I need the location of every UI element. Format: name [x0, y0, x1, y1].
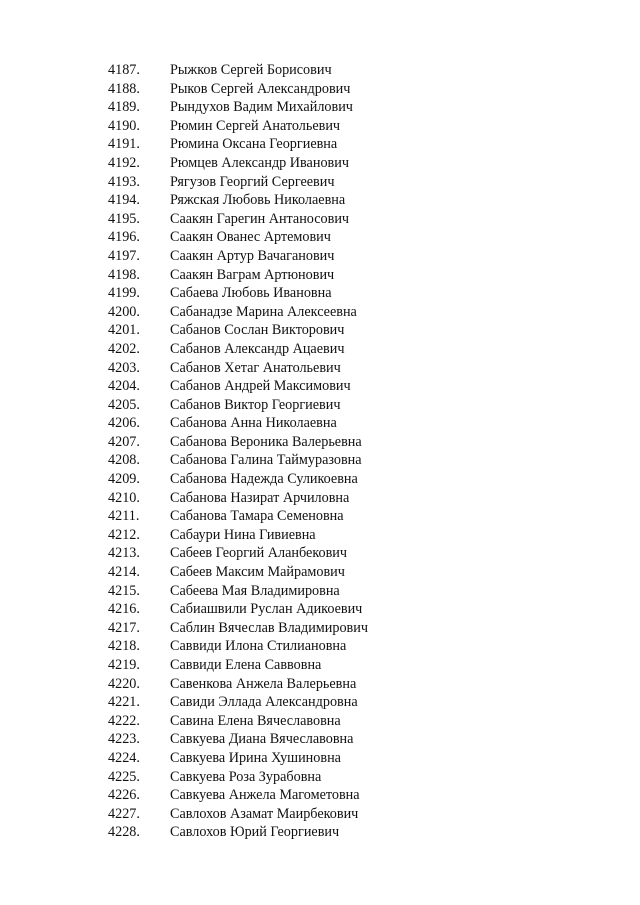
entry-name: Рыжков Сергей Борисович [170, 62, 332, 78]
list-item [0, 619, 640, 638]
entry-name: Сабанова Надежда Суликоевна [170, 471, 358, 488]
list-item [0, 749, 640, 768]
entry-name: Саакян Гарегин Антаносович [170, 210, 350, 227]
entry-number: 4196. [108, 229, 140, 246]
entry-name: Савина Елена Вячеславовна [170, 712, 341, 729]
entry-name: Саакян Артур Вачаганович [170, 247, 335, 264]
entry-name: Сабанов Александр Ацаевич [170, 340, 345, 357]
entry-name: Сабанов Виктор Георгиевич [170, 396, 341, 413]
entry-number: 4197. [108, 247, 140, 264]
entry-number: 4189. [108, 99, 140, 116]
entry-name: Рындухов Вадим Михайлович [170, 99, 353, 116]
entry-name: Саблин Вячеслав Владимирович [170, 619, 368, 636]
entry-number: 4221. [108, 694, 140, 711]
entry-name: Савлохов Азамат Маирбекович [170, 805, 359, 822]
list-item [0, 359, 640, 378]
entry-number: 4200. [108, 303, 140, 320]
entry-name: Сабаури Нина Гивиевна [170, 526, 316, 543]
list-item [0, 377, 640, 396]
entry-number: 4203. [108, 359, 140, 376]
entry-name: Савиди Эллада Александровна [170, 694, 358, 711]
entry-name: Рюмина Оксана Георгиевна [170, 136, 338, 153]
list-item [0, 117, 640, 136]
list-item [0, 98, 640, 117]
entry-name: Савкуева Ирина Хушиновна [170, 749, 341, 766]
entry-number: 4208. [108, 452, 140, 469]
entry-number: 4193. [108, 173, 140, 190]
list-item [0, 582, 640, 601]
entry-number: 4205. [108, 396, 140, 413]
list-item [0, 600, 640, 619]
entry-name: Рюмин Сергей Анатольевич [170, 117, 341, 134]
entry-name: Ряжская Любовь Николаевна [170, 192, 346, 209]
entry-name: Саввиди Илона Стилиановна [170, 638, 347, 655]
list-item [0, 173, 640, 192]
entry-number: 4215. [108, 582, 140, 599]
entry-number: 4218. [108, 638, 140, 655]
entry-name: Сабанова Вероника Валерьевна [170, 433, 362, 450]
entry-name: Сабаева Любовь Ивановна [170, 285, 332, 302]
list-item [0, 786, 640, 805]
list-item [0, 730, 640, 749]
entry-name: Сабеева Мая Владимировна [170, 582, 340, 599]
list-item [0, 451, 640, 470]
entry-name: Савкуева Анжела Магометовна [170, 787, 360, 804]
list-item [0, 228, 640, 247]
entry-number: 4228. [108, 824, 140, 841]
list-item [0, 656, 640, 675]
list-item [0, 154, 640, 173]
entry-number: 4223. [108, 731, 140, 748]
list-item [0, 544, 640, 563]
entry-name: Сабанадзе Марина Алексеевна [170, 303, 357, 320]
entry-number: 4214. [108, 564, 140, 581]
entry-number: 4217. [108, 619, 140, 636]
entry-name: Сабиашвили Руслан Адикоевич [170, 601, 363, 618]
list-item [0, 191, 640, 210]
list-item [0, 135, 640, 154]
entry-name: Савенкова Анжела Валерьевна [170, 675, 357, 692]
list-item [0, 805, 640, 824]
entry-name: Сабанов Хетаг Анатольевич [170, 359, 341, 376]
entry-number: 4195. [108, 210, 140, 227]
entry-number: 4224. [108, 749, 140, 766]
entry-name: Савкуева Диана Вячеславовна [170, 731, 354, 748]
entry-number: 4199. [108, 285, 140, 302]
list-item [0, 489, 640, 508]
list-item [0, 470, 640, 489]
entry-name: Сабанов Андрей Максимович [170, 378, 351, 395]
entry-name: Рягузов Георгий Сергеевич [170, 173, 335, 190]
entry-number: 4226. [108, 787, 140, 804]
list-item [0, 693, 640, 712]
list-item [0, 247, 640, 266]
list-item [0, 768, 640, 787]
entry-number: 4198. [108, 266, 140, 283]
entry-name: Савлохов Юрий Георгиевич [170, 824, 340, 841]
entry-name: Сабанова Назират Арчиловна [170, 489, 350, 506]
entry-number: 4210. [108, 489, 140, 506]
list-item [0, 284, 640, 303]
entry-number: 4222. [108, 712, 140, 729]
entry-number: 4194. [108, 192, 140, 209]
entry-number: 4202. [108, 340, 140, 357]
entry-name: Сабанова Галина Таймуразовна [170, 452, 362, 469]
list-item [0, 563, 640, 582]
entry-number: 4220. [108, 675, 140, 692]
entry-name: Саакян Ваграм Артюнович [170, 266, 335, 283]
entry-name: Сабанов Сослан Викторович [170, 322, 345, 339]
entry-number: 4216. [108, 601, 140, 618]
name-list [0, 61, 640, 842]
entry-number: 4225. [108, 768, 140, 785]
list-item [0, 823, 640, 842]
list-item [0, 303, 640, 322]
entry-name: Сабанова Тамара Семеновна [170, 508, 344, 525]
list-item [0, 675, 640, 694]
list-item [0, 526, 640, 545]
entry-number: 4207. [108, 433, 140, 450]
list-item [0, 433, 640, 452]
list-item [0, 507, 640, 526]
entry-name: Саввиди Елена Саввовна [170, 657, 322, 673]
list-item [0, 80, 640, 99]
entry-number: 4192. [108, 154, 140, 171]
list-item [0, 396, 640, 415]
entry-number: 4206. [108, 415, 140, 432]
list-item [0, 712, 640, 731]
entry-number: 4188. [108, 80, 140, 97]
entry-name: Сабеев Максим Майрамович [170, 564, 345, 581]
entry-number: 4211. [108, 508, 140, 525]
list-item [0, 61, 640, 80]
list-item [0, 637, 640, 656]
entry-number: 4227. [108, 805, 140, 822]
list-item [0, 321, 640, 340]
entry-number: 4209. [108, 471, 140, 488]
entry-name: Рыков Сергей Александрович [170, 80, 351, 97]
entry-name: Сабеев Георгий Аланбекович [170, 545, 348, 562]
list-item [0, 414, 640, 433]
entry-number: 4190. [108, 117, 140, 134]
entry-number: 4213. [108, 545, 140, 562]
list-item [0, 266, 640, 285]
list-item [0, 340, 640, 359]
entry-number: 4201. [108, 322, 140, 339]
entry-name: Саакян Ованес Артемович [170, 229, 331, 246]
list-item [0, 210, 640, 229]
entry-name: Сабанова Анна Николаевна [170, 415, 337, 432]
entry-number: 4204. [108, 378, 140, 395]
entry-number: 4187. [108, 62, 140, 78]
entry-number: 4191. [108, 136, 140, 153]
entry-name: Рюмцев Александр Иванович [170, 154, 349, 171]
entry-number: 4212. [108, 526, 140, 543]
entry-name: Савкуева Роза Зурабовна [170, 768, 322, 785]
entry-number: 4219. [108, 657, 140, 673]
